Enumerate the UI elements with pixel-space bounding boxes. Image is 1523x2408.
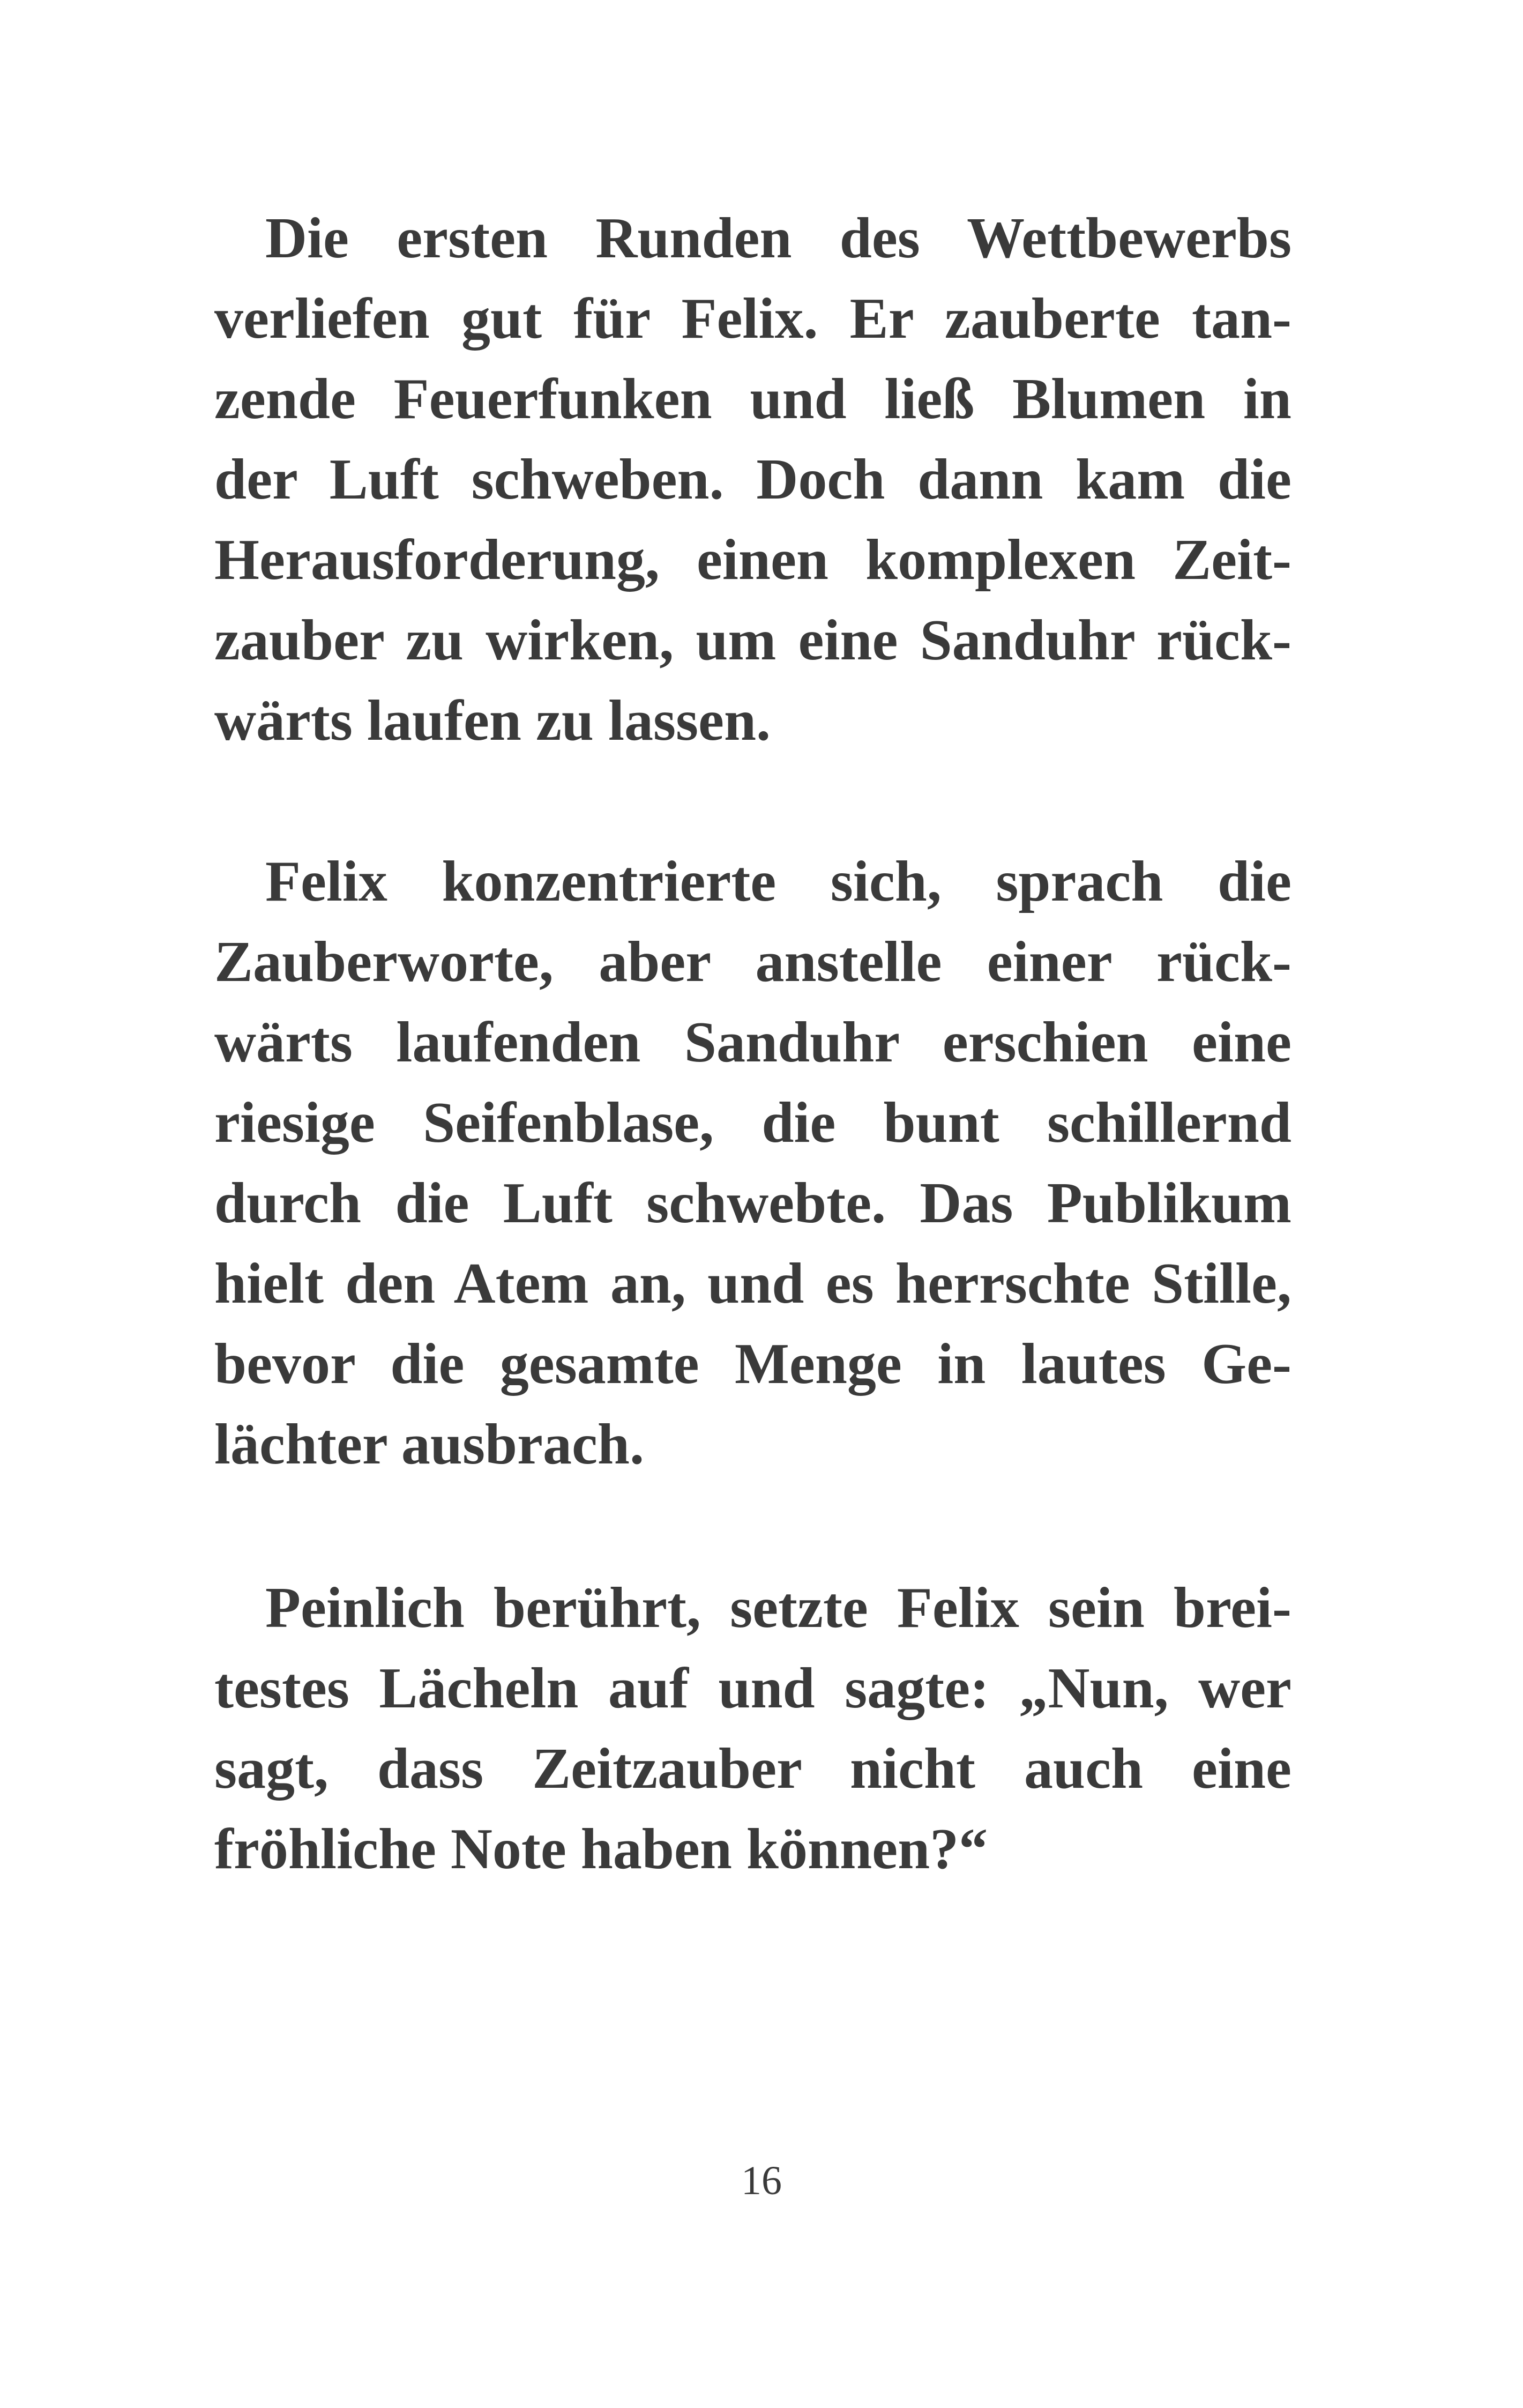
- text-line: zauber zu wirken, um eine Sanduhr rück-: [214, 608, 1291, 672]
- text-line: verliefen gut für Felix. Er zauberte tan-: [214, 287, 1291, 351]
- text-line: Peinlich berührt, setzte Felix sein brei-: [265, 1576, 1291, 1640]
- text-line: riesige Seifenblase, die bunt schillernd: [214, 1091, 1291, 1155]
- paragraph-3: [214, 1568, 1291, 1890]
- paragraph-1: [214, 198, 1291, 761]
- paragraph-2: [214, 842, 1291, 1485]
- text-line: fröhliche Note haben können?“: [214, 1817, 988, 1881]
- text-line: wärts laufen zu lassen.: [214, 689, 771, 753]
- text-line: zende Feuerfunken und ließ Blumen in: [214, 367, 1291, 431]
- page-number: 16: [741, 2158, 782, 2203]
- text-line: hielt den Atem an, und es herrschte Stille,: [214, 1252, 1291, 1316]
- text-line: bevor die gesamte Menge in lautes Ge-: [214, 1332, 1291, 1396]
- text-line: durch die Luft schwebte. Das Publikum: [214, 1171, 1291, 1235]
- text-line: lächter ausbrach.: [214, 1413, 644, 1476]
- text-line: Zauberworte, aber anstelle einer rück-: [214, 930, 1291, 994]
- text-line: der Luft schweben. Doch dann kam die: [214, 448, 1291, 511]
- text-line: testes Lächeln auf und sagte: „Nun, wer: [214, 1656, 1291, 1720]
- text-line: wärts laufenden Sanduhr erschien eine: [214, 1010, 1291, 1074]
- text-line: Felix konzentrierte sich, sprach die: [265, 850, 1291, 913]
- text-line: Herausforderung, einen komplexen Zeit-: [214, 528, 1291, 592]
- text-line: sagt, dass Zeitzauber nicht auch eine: [214, 1737, 1291, 1801]
- text-line: Die ersten Runden des Wettbewerbs: [265, 206, 1291, 270]
